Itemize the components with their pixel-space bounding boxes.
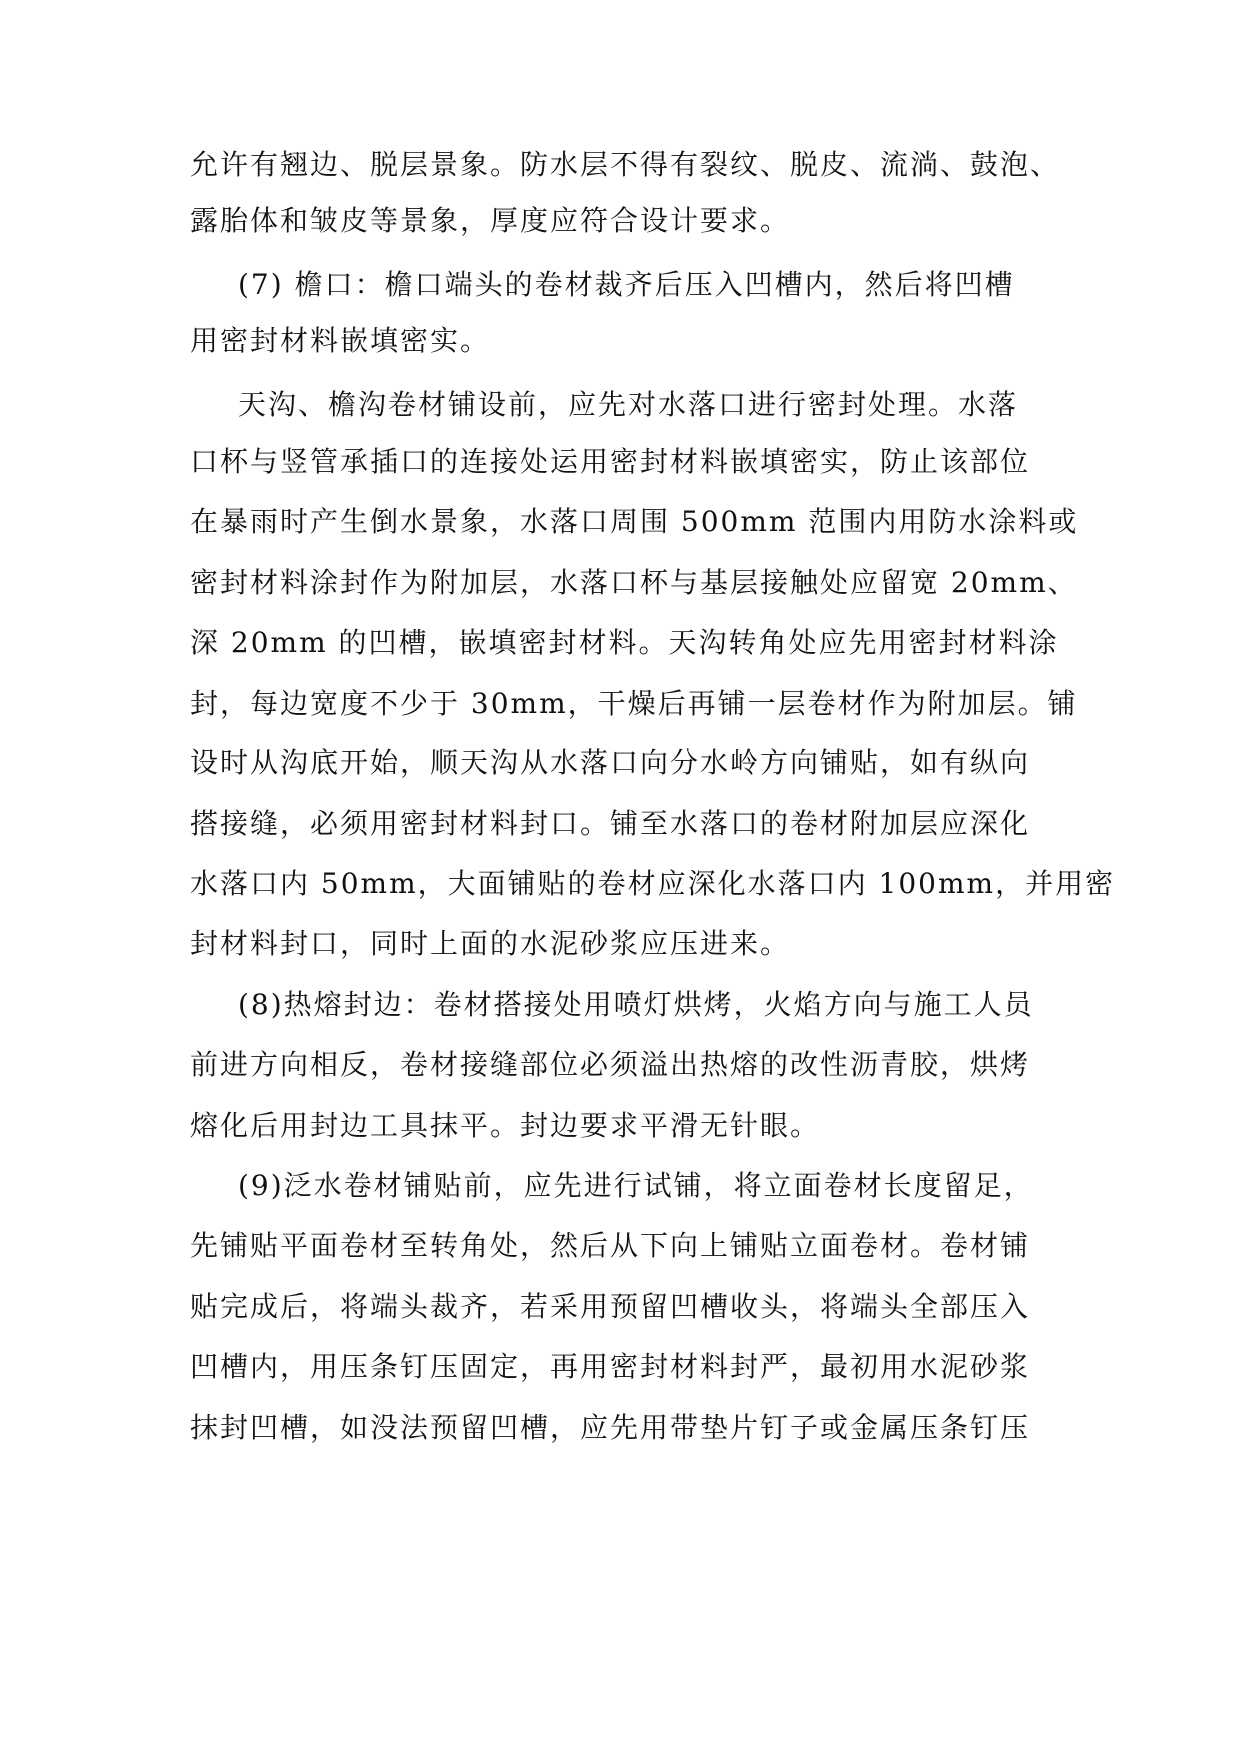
- text-line: (8)热熔封边：卷材搭接处用喷灯烘烤，火焰方向与施工人员: [238, 988, 1034, 1021]
- text-line: 凹槽内，用压条钉压固定，再用密封材料封严，最初用水泥砂浆: [190, 1350, 1031, 1383]
- text-line: 水落口内 50mm，大面铺贴的卷材应深化水落口内 100mm，并用密: [190, 867, 1116, 900]
- text-line: 前进方向相反，卷材接缝部位必须溢出热熔的改性沥青胶，烘烤: [190, 1048, 1031, 1081]
- text-line: 先铺贴平面卷材至转角处，然后从下向上铺贴立面卷材。卷材铺: [190, 1229, 1031, 1262]
- text-line: 封材料封口，同时上面的水泥砂浆应压进来。: [190, 927, 791, 960]
- text-line: 允许有翘边、脱层景象。防水层不得有裂纹、脱皮、流淌、鼓泡、: [190, 148, 1061, 181]
- text-line: (7) 檐口：檐口端头的卷材裁齐后压入凹槽内，然后将凹槽: [238, 268, 1015, 301]
- text-line: (9)泛水卷材铺贴前，应先进行试铺，将立面卷材长度留足，: [238, 1169, 1034, 1202]
- text-line: 口杯与竖管承插口的连接处运用密封材料嵌填密实，防止该部位: [190, 445, 1031, 478]
- text-line: 密封材料涂封作为附加层，水落口杯与基层接触处应留宽 20mm、: [190, 566, 1078, 599]
- text-line: 贴完成后，将端头裁齐，若采用预留凹槽收头，将端头全部压入: [190, 1290, 1031, 1323]
- text-line: 深 20mm 的凹槽，嵌填密封材料。天沟转角处应先用密封材料涂: [190, 626, 1059, 659]
- text-line: 天沟、檐沟卷材铺设前，应先对水落口进行密封处理。水落: [238, 388, 1019, 421]
- text-line: 用密封材料嵌填密实。: [190, 324, 491, 357]
- text-line: 在暴雨时产生倒水景象，水落口周围 500mm 范围内用防水涂料或: [190, 505, 1079, 538]
- text-line: 露胎体和皱皮等景象，厚度应符合设计要求。: [190, 204, 791, 237]
- text-line: 设时从沟底开始，顺天沟从水落口向分水岭方向铺贴，如有纵向: [190, 746, 1031, 779]
- text-line: 熔化后用封边工具抹平。封边要求平滑无针眼。: [190, 1109, 821, 1142]
- text-line: 封，每边宽度不少于 30mm，干燥后再铺一层卷材作为附加层。铺: [190, 687, 1078, 720]
- text-line: 抹封凹槽，如没法预留凹槽，应先用带垫片钉子或金属压条钉压: [190, 1411, 1031, 1444]
- text-line: 搭接缝，必须用密封材料封口。铺至水落口的卷材附加层应深化: [190, 807, 1031, 840]
